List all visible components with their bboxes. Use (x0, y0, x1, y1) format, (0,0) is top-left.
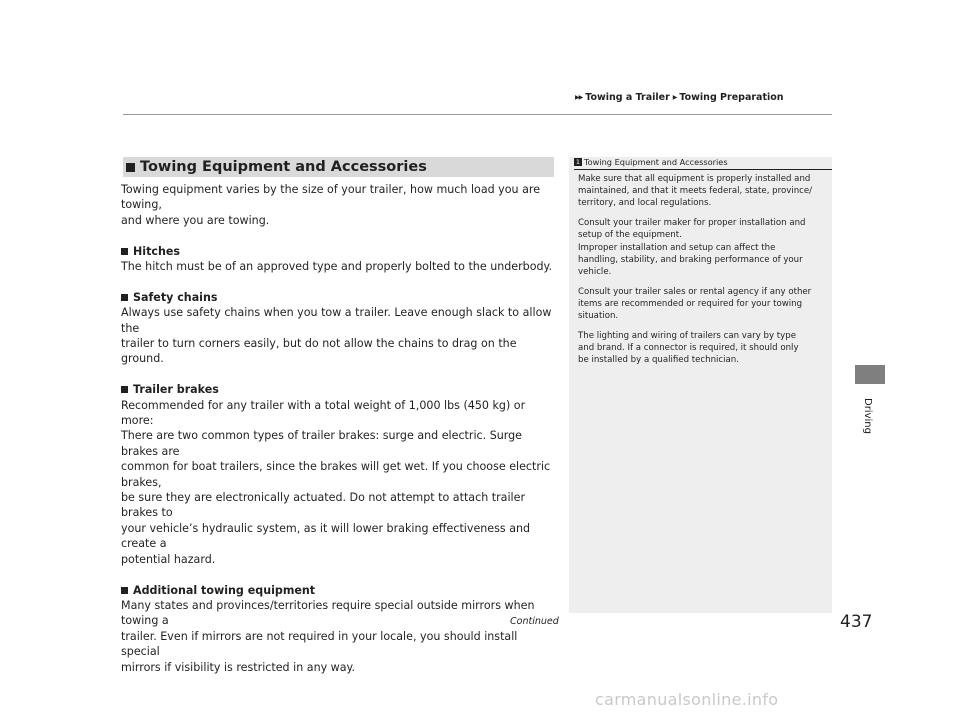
section-heading (123, 157, 554, 177)
body-line: Many states and provinces/territories require special outside mirrors when towing a (121, 598, 535, 628)
subsection-heading: Trailer brakes (121, 382, 556, 397)
breadcrumb-arrow-icon: ▶ (672, 94, 677, 101)
side-tab-label: Driving (862, 398, 873, 434)
body-line: Towing equipment varies by the size of your trailer, how much load you are towing, (121, 183, 541, 212)
sidebar-title (574, 157, 832, 170)
body-line: Always use safety chains when you tow a trailer. Leave enough slack to allow the (121, 306, 552, 335)
subsection-heading: Safety chains (121, 290, 556, 305)
body-line: potential hazard. (121, 552, 216, 566)
body-line: Recommended for any trailer with a total weight of 1,000 lbs (450 kg) or more: (121, 398, 526, 428)
subsection-heading: Additional towing equipment (121, 583, 556, 598)
side-tab-marker (855, 365, 885, 384)
body-line: trailer to turn corners easily, but do not allow the chains to drag on the ground. (121, 337, 517, 366)
watermark: carmanualsonline.info (595, 690, 779, 709)
continued-label: Continued (510, 616, 559, 627)
breadcrumb (575, 92, 831, 103)
subsection-square-icon (121, 248, 128, 255)
breadcrumb-item[interactable]: Towing Preparation (679, 92, 784, 103)
body-line: mirrors if visibility is restricted in any way. (121, 660, 356, 674)
sidebar-body (578, 173, 830, 374)
note-reference-icon: 1 (575, 158, 581, 166)
subsection-square-icon (121, 587, 128, 594)
sidebar-paragraph: Consult your trailer sales or rental agency if any other items are recommended or required for your towing situation. (578, 286, 812, 322)
body-line: be sure they are electronically actuated. Do not attempt to attach trailer brakes to (121, 491, 526, 520)
heading-square-icon (126, 163, 135, 172)
body-line: your vehicle’s hydraulic system, as it will lower braking effectiveness and create a (121, 521, 531, 551)
breadcrumb-arrow-icon: ▶▶ (575, 94, 583, 101)
body-line: trailer. Even if mirrors are not required in your locale, you should install special (121, 629, 518, 659)
breadcrumb-item[interactable]: Towing a Trailer (585, 92, 670, 103)
body-line: There are two common types of trailer brakes: surge and electric. Surge brakes are (121, 429, 522, 458)
section-heading-text: Towing Equipment and Accessories (140, 159, 427, 175)
sidebar-paragraph: The lighting and wiring of trailers can vary by type and brand. If a connector is required, it should only be installed by a qualified technician. (578, 330, 799, 366)
subsection-heading: Hitches (121, 244, 556, 259)
sidebar-title-text: Towing Equipment and Accessories (584, 157, 728, 167)
subsection-square-icon (121, 386, 128, 393)
body-line: and where you are towing. (121, 213, 270, 227)
subsection-square-icon (121, 294, 128, 301)
page-number: 437 (840, 612, 873, 632)
header-divider (123, 114, 832, 115)
body-column (121, 182, 556, 675)
body-line: The hitch must be of an approved type and properly bolted to the underbody. (121, 260, 553, 274)
sidebar-paragraph: Consult your trailer maker for proper installation and setup of the equipment. Improper installation and setup can affect the handling, stability, and braking performance of your vehicle. (578, 218, 806, 277)
sidebar-paragraph: Make sure that all equipment is properly installed and maintained, and that it meets federal, state, province/ territory, and local regulations. (578, 174, 813, 209)
body-line: common for boat trailers, since the brakes will get wet. If you choose electric brakes, (121, 460, 551, 489)
